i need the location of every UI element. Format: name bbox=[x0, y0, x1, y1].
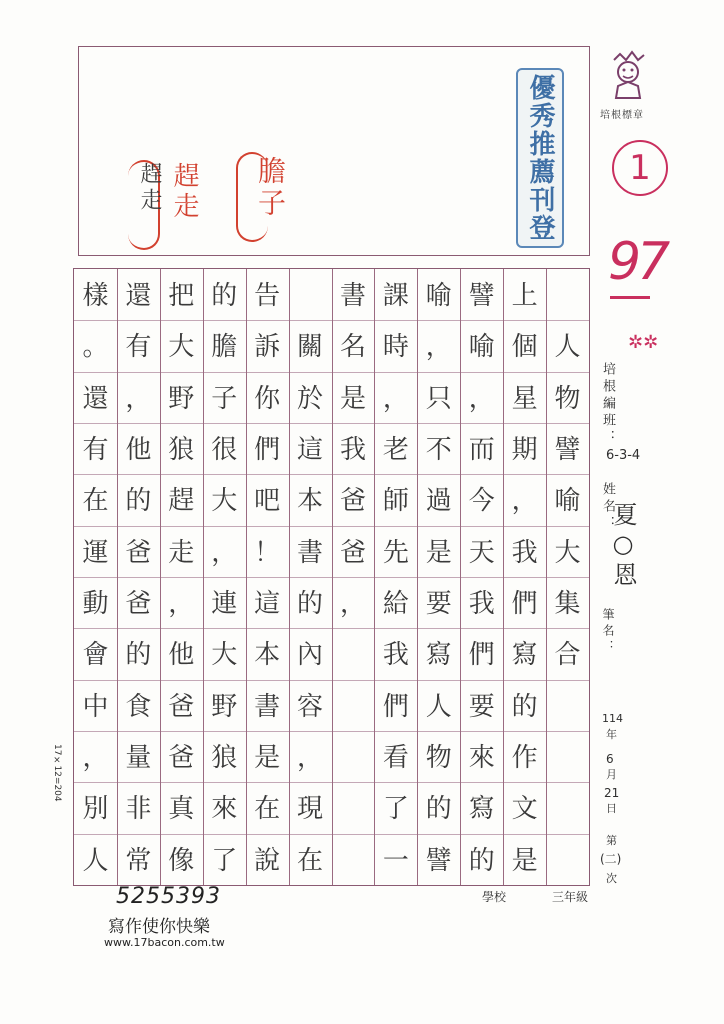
essay-character: 們 bbox=[254, 435, 281, 465]
essay-character: 動 bbox=[82, 589, 109, 619]
essay-character: 野 bbox=[168, 383, 195, 414]
essay-character: 我 bbox=[468, 589, 495, 619]
essay-character: 他 bbox=[168, 640, 195, 671]
essay-character: 我 bbox=[339, 435, 366, 465]
phone-number: 5255393 bbox=[116, 884, 221, 909]
essay-character: 有 bbox=[82, 435, 109, 465]
essay-character: 合 bbox=[554, 640, 581, 671]
essay-character: 走 bbox=[168, 537, 195, 568]
essay-character: 有 bbox=[125, 332, 152, 363]
score-value: 97 bbox=[608, 232, 667, 292]
essay-character: 大 bbox=[211, 640, 238, 671]
essay-character: 連 bbox=[211, 589, 238, 619]
essay-character: 了 bbox=[382, 794, 409, 825]
rank-circle: 1 bbox=[612, 140, 668, 196]
essay-character: 現 bbox=[297, 794, 324, 825]
essay-character: 狼 bbox=[168, 435, 195, 465]
essay-character: 樣 bbox=[82, 281, 109, 311]
essay-character: 們 bbox=[511, 589, 538, 619]
manuscript-grid bbox=[73, 268, 590, 886]
year-label: 年 bbox=[606, 728, 617, 741]
essay-character: 別 bbox=[82, 794, 109, 825]
essay-character: 是 bbox=[339, 383, 366, 414]
essay-character: 譬 bbox=[425, 845, 452, 876]
essay-character: 人 bbox=[82, 845, 109, 876]
day-label: 日 bbox=[606, 802, 617, 815]
essay-character: 是 bbox=[425, 537, 452, 568]
essay-character: 爸 bbox=[168, 691, 195, 722]
essay-character: 期 bbox=[511, 435, 538, 465]
essay-character: 常 bbox=[125, 845, 152, 876]
star-icon: ✲✲ bbox=[628, 332, 659, 353]
essay-character: 在 bbox=[82, 486, 109, 517]
essay-character: 於 bbox=[297, 383, 324, 414]
name-value: 夏○恩 bbox=[609, 502, 637, 590]
essay-character: 在 bbox=[297, 845, 324, 876]
essay-character: 膽 bbox=[211, 332, 238, 363]
essay-character: 老 bbox=[382, 435, 409, 465]
essay-character: 譬 bbox=[468, 281, 495, 311]
essay-character: 先 bbox=[382, 537, 409, 568]
day-value: 21 bbox=[604, 786, 620, 800]
essay-character: 會 bbox=[82, 640, 109, 671]
essay-character: ， bbox=[425, 332, 452, 363]
correction-revised: 趕走 bbox=[169, 162, 199, 222]
essay-character: 今 bbox=[468, 486, 495, 517]
essay-character: 喻 bbox=[554, 486, 581, 517]
school-label: 學校 bbox=[482, 890, 507, 904]
essay-character: ， bbox=[168, 589, 195, 619]
essay-character: 野 bbox=[211, 691, 238, 722]
essay-character: 很 bbox=[211, 435, 238, 465]
essay-character: 真 bbox=[168, 794, 195, 825]
essay-character: 運 bbox=[82, 537, 109, 568]
essay-character: 的 bbox=[425, 794, 452, 825]
essay-character: 物 bbox=[554, 383, 581, 414]
essay-character: 爸 bbox=[339, 537, 366, 568]
logo-caption: 培根標章 bbox=[600, 110, 644, 121]
essay-character: 是 bbox=[254, 743, 281, 773]
essay-character: 你 bbox=[254, 383, 281, 414]
essay-character: ， bbox=[297, 743, 324, 773]
correction-revised-2: 膽子 bbox=[254, 156, 287, 220]
grid-size-note: 17×12=204 bbox=[52, 744, 62, 802]
times-suffix: 次 bbox=[606, 872, 617, 885]
essay-character: 我 bbox=[511, 537, 538, 568]
essay-character: 只 bbox=[425, 383, 452, 414]
essay-character: 星 bbox=[511, 383, 538, 414]
essay-character: 訴 bbox=[254, 332, 281, 363]
essay-character: 爸 bbox=[125, 589, 152, 619]
slogan: 寫作使你快樂 bbox=[108, 917, 210, 937]
essay-character: 食 bbox=[125, 691, 152, 722]
essay-character: 過 bbox=[425, 486, 452, 517]
grade-label: 三年級 bbox=[552, 890, 589, 904]
bacon-mascot-logo bbox=[604, 46, 652, 102]
essay-character: 爸 bbox=[168, 743, 195, 773]
essay-character: ， bbox=[82, 743, 109, 773]
year-value: 114 bbox=[602, 712, 623, 725]
essay-character: 來 bbox=[468, 743, 495, 773]
essay-character: 來 bbox=[211, 794, 238, 825]
essay-character: 寫 bbox=[468, 794, 495, 825]
essay-character: 天 bbox=[468, 537, 495, 568]
name-label: 姓名： bbox=[600, 482, 615, 533]
essay-character: 個 bbox=[511, 332, 538, 363]
essay-character: 狼 bbox=[211, 743, 238, 773]
essay-character: 的 bbox=[468, 845, 495, 876]
essay-character: 譬 bbox=[554, 435, 581, 465]
essay-character: 人 bbox=[425, 691, 452, 722]
essay-character: ， bbox=[339, 589, 366, 619]
times-value: (二) bbox=[600, 852, 622, 866]
essay-character: 是 bbox=[511, 845, 538, 876]
essay-character: 寫 bbox=[511, 640, 538, 671]
essay-character: 他 bbox=[125, 435, 152, 465]
essay-character: 的 bbox=[125, 640, 152, 671]
essay-character: ， bbox=[382, 383, 409, 414]
essay-character: 我 bbox=[382, 640, 409, 671]
essay-character bbox=[294, 269, 327, 318]
essay-character: 大 bbox=[168, 332, 195, 363]
essay-character: ！ bbox=[254, 537, 281, 568]
essay-character: 的 bbox=[297, 589, 324, 619]
month-label: 月 bbox=[606, 768, 617, 781]
essay-character: 的 bbox=[511, 691, 538, 722]
pen-name-label: 筆名： bbox=[601, 608, 615, 656]
essay-character: 看 bbox=[382, 743, 409, 773]
essay-character: 趕 bbox=[168, 486, 195, 517]
essay-character: 吧 bbox=[254, 486, 281, 517]
essay-character: 說 bbox=[254, 845, 281, 876]
essay-character: 本 bbox=[297, 486, 324, 517]
essay-character: 喻 bbox=[468, 332, 495, 363]
essay-character: 給 bbox=[382, 589, 409, 619]
essay-character: 大 bbox=[211, 486, 238, 517]
essay-character: 上 bbox=[511, 281, 538, 311]
essay-character: 這 bbox=[297, 435, 324, 465]
essay-character: 而 bbox=[468, 435, 495, 465]
essay-character: 了 bbox=[211, 845, 238, 876]
essay-character: 內 bbox=[297, 640, 324, 671]
essay-character: 書 bbox=[254, 691, 281, 722]
essay-character: ， bbox=[211, 537, 238, 568]
essay-character: 們 bbox=[468, 640, 495, 671]
essay-character: ， bbox=[468, 383, 495, 414]
essay-character: 一 bbox=[382, 845, 409, 876]
essay-character: ， bbox=[125, 383, 152, 414]
essay-character: 本 bbox=[254, 640, 281, 671]
month-value: 6 bbox=[606, 752, 614, 766]
essay-character: 要 bbox=[425, 589, 452, 619]
essay-character: 喻 bbox=[425, 281, 452, 311]
essay-character: 爸 bbox=[125, 537, 152, 568]
essay-character: 把 bbox=[168, 281, 195, 311]
essay-character: 還 bbox=[82, 383, 109, 414]
essay-character: 量 bbox=[125, 743, 152, 773]
essay-character: 子 bbox=[211, 383, 238, 414]
recommend-stamp: 優秀推薦刊登 bbox=[516, 68, 564, 248]
score-underline bbox=[610, 296, 650, 299]
essay-character: 爸 bbox=[339, 486, 366, 517]
essay-character: 要 bbox=[468, 691, 495, 722]
essay-character: 大 bbox=[554, 537, 581, 568]
essay-character: ， bbox=[511, 486, 538, 517]
essay-character: 這 bbox=[254, 589, 281, 619]
essay-character: 作 bbox=[511, 743, 538, 773]
essay-character: 師 bbox=[382, 486, 409, 517]
times-label: 第 bbox=[606, 834, 617, 847]
essay-character: 在 bbox=[254, 794, 281, 825]
essay-character: 的 bbox=[211, 281, 238, 311]
essay-character: 集 bbox=[554, 589, 581, 619]
correction-original: 趕走 bbox=[137, 162, 162, 214]
essay-character: 時 bbox=[382, 332, 409, 363]
essay-character: 物 bbox=[425, 743, 452, 773]
essay-character: 非 bbox=[125, 794, 152, 825]
website: www.17bacon.com.tw bbox=[104, 936, 225, 949]
essay-character: 人 bbox=[554, 332, 581, 363]
essay-character: 們 bbox=[382, 691, 409, 722]
essay-character: 告 bbox=[254, 281, 281, 311]
essay-character: 。 bbox=[82, 332, 109, 363]
essay-character: 像 bbox=[168, 845, 195, 876]
class-value: 6-3-4 bbox=[606, 448, 641, 463]
essay-character bbox=[551, 269, 584, 318]
class-label: 培根編班： bbox=[600, 362, 615, 447]
essay-character: 中 bbox=[82, 691, 109, 722]
essay-character: 的 bbox=[125, 486, 152, 517]
essay-character: 不 bbox=[425, 435, 452, 465]
essay-character: 書 bbox=[339, 281, 366, 311]
essay-character: 關 bbox=[297, 332, 324, 363]
essay-character: 課 bbox=[382, 281, 409, 311]
essay-character: 容 bbox=[297, 691, 324, 722]
essay-character: 還 bbox=[125, 281, 152, 311]
essay-character: 書 bbox=[297, 537, 324, 568]
essay-character: 文 bbox=[511, 794, 538, 825]
essay-character: 名 bbox=[339, 332, 366, 363]
essay-character: 寫 bbox=[425, 640, 452, 671]
